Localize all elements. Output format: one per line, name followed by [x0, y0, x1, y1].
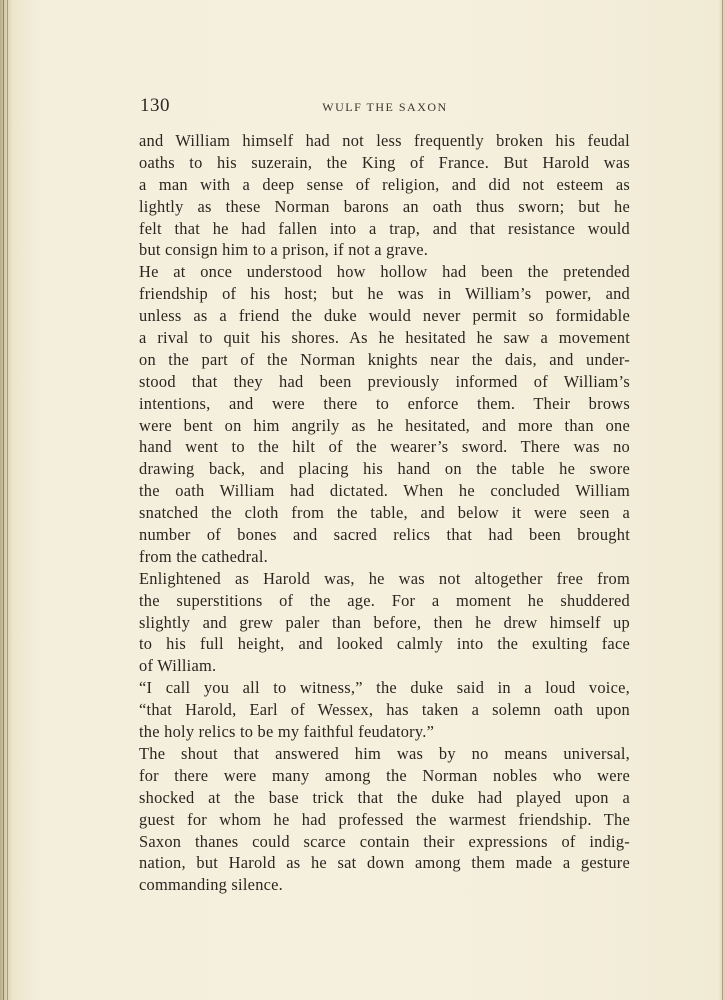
text-line: unless as a friend the duke would never permit so formidable [139, 306, 630, 326]
text-line: snatched the cloth from the table, and below it were seen a [139, 503, 630, 523]
text-line: the superstitions of the age. For a moment he shuddered [139, 590, 630, 610]
text-line: to his full height, and looked calmly into the exulting face [139, 634, 630, 654]
page-header [140, 94, 630, 118]
text-line: but consign him to a prison, if not a grave. [139, 240, 429, 260]
text-line: “that Harold, Earl of Wessex, has taken a solemn oath upon [139, 700, 630, 720]
text-line: friendship of his host; but he was in William’s power, and [139, 284, 630, 304]
text-line: commanding silence. [139, 875, 284, 895]
text-line: nation, but Harold as he sat down among them made a gesture [139, 853, 630, 873]
gutter-rule [7, 0, 8, 1000]
text-line: a man with a deep sense of religion, and did not esteem as [139, 174, 630, 194]
running-head: WULF THE SAXON [322, 100, 448, 114]
text-line: and William himself had not less frequently broken his feudal [139, 131, 630, 150]
page-edge [719, 0, 725, 1000]
text-line: a rival to quit his shores. As he hesitated he saw a movement [139, 328, 630, 348]
text-line: hand went to the hilt of the wearer’s sword. There was no [139, 437, 630, 457]
text-line: Saxon thanes could scarce contain their expressions of indig- [139, 831, 630, 851]
text-line: He at once understood how hollow had been the pretended [139, 262, 630, 282]
text-line: felt that he had fallen into a trap, and that resistance would [139, 218, 630, 238]
text-line: stood that they had been previously informed of William’s [139, 371, 630, 391]
text-line: “I call you all to witness,” the duke said in a loud voice, [139, 678, 630, 698]
text-line: of William. [139, 656, 217, 676]
text-line: drawing back, and placing his hand on the table he swore [139, 459, 630, 479]
text-line: shocked at the base trick that the duke had played upon a [139, 787, 630, 807]
page-number: 130 [140, 95, 170, 116]
text-line: were bent on him angrily as he hesitated, and more than one [139, 415, 630, 435]
text-line: guest for whom he had professed the warmest friendship. The [139, 809, 630, 829]
text-line: oaths to his suzerain, the King of France. But Harold was [139, 152, 630, 172]
text-line: from the cathedral. [139, 546, 268, 566]
text-line: intentions, and were there to enforce them. Their brows [139, 393, 630, 413]
text-line: for there were many among the Norman nobles who were [139, 765, 630, 785]
text-line: The shout that answered him was by no means universal, [139, 743, 630, 763]
text-line: the oath William had dictated. When he concluded William [139, 481, 630, 501]
text-line: on the part of the Norman knights near the dais, and under- [139, 349, 630, 369]
binding-gutter [0, 0, 12, 1000]
gutter-rule [3, 0, 4, 1000]
edge-rule [722, 0, 723, 1000]
text-line: Enlightened as Harold was, he was not altogether free from [139, 568, 630, 588]
text-line: lightly as these Norman barons an oath thus sworn; but he [139, 196, 630, 216]
text-line: number of bones and sacred relics that had been brought [139, 525, 630, 545]
body-text [139, 130, 630, 896]
text-line: the holy relics to be my faithful feudatory.” [139, 722, 435, 742]
text-line: slightly and grew paler than before, then he drew himself up [139, 612, 630, 632]
